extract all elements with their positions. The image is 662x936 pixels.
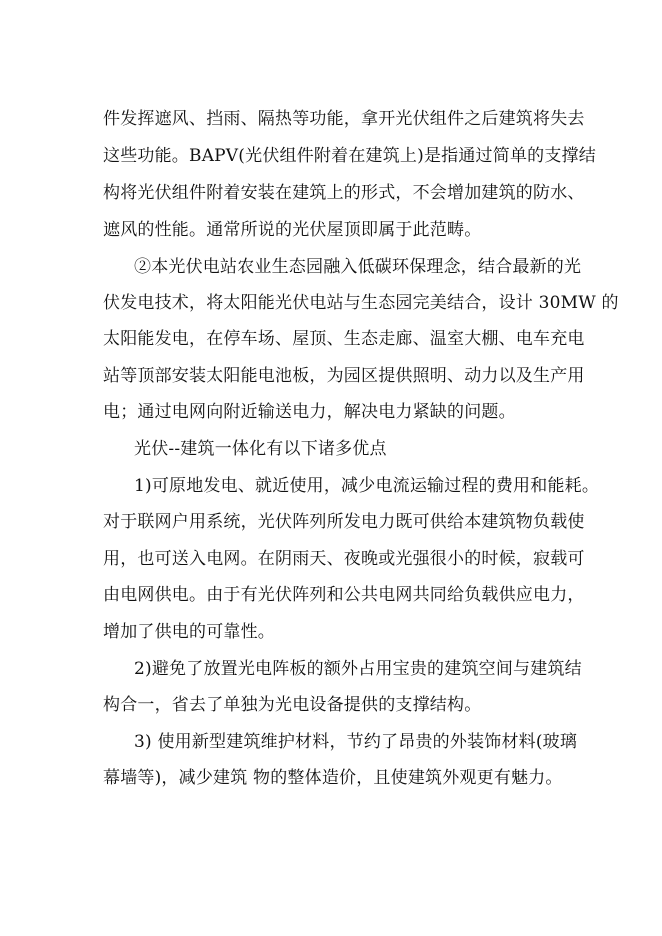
text-line: 构合一，省去了单独为光电设备提供的支撑结构。 bbox=[103, 695, 482, 715]
text-line: 电；通过电网向附近输送电力，解决电力紧缺的问题。 bbox=[103, 402, 516, 422]
text-line: 这些功能。BAPV(光伏组件附着在建筑上)是指通过简单的支撑结 bbox=[103, 146, 596, 166]
paragraph-start-line: ②本光伏电站农业生态园融入低碳环保理念，结合最新的光 bbox=[134, 257, 582, 277]
text-line: 由电网供电。由于有光伏阵列和公共电网共同给负载供应电力， bbox=[103, 585, 585, 605]
text-line: 站等顶部安装太阳能电池板，为园区提供照明、动力以及生产用 bbox=[103, 366, 585, 386]
section-heading-line: 光伏--建筑一体化有以下诸多优点 bbox=[134, 439, 387, 459]
text-line: 幕墙等)，减少建筑 物的整体造价，且使建筑外观更有魅力。 bbox=[103, 768, 563, 788]
text-line: 伏发电技术，将太阳能光伏电站与生态园完美结合，设计 30MW 的 bbox=[103, 293, 619, 313]
text-line: 对于联网户用系统，光伏阵列所发电力既可供给本建筑物负载使 bbox=[103, 512, 585, 532]
text-line: 太阳能发电，在停车场、屋顶、生态走廊、温室大棚、电车充电 bbox=[103, 329, 585, 349]
paragraph-start-line: 1)可原地发电、就近使用，减少电流运输过程的费用和能耗。 bbox=[134, 476, 600, 496]
paragraph-start-line: 3) 使用新型建筑维护材料，节约了昂贵的外装饰材料(玻璃 bbox=[134, 732, 578, 752]
text-line: 件发挥遮风、挡雨、隔热等功能，拿开光伏组件之后建筑将失去 bbox=[103, 109, 585, 129]
paragraph-start-line: 2)避免了放置光电阵板的额外占用宝贵的建筑空间与建筑结 bbox=[134, 659, 582, 679]
text-line: 构将光伏组件附着安装在建筑上的形式，不会增加建筑的防水、 bbox=[103, 183, 585, 203]
text-line: 增加了供电的可靠性。 bbox=[103, 622, 275, 642]
text-line: 遮风的性能。通常所说的光伏屋顶即属于此范畴。 bbox=[103, 220, 482, 240]
text-line: 用，也可送入电网。在阴雨天、夜晚或光强很小的时候，寂载可 bbox=[103, 549, 585, 569]
